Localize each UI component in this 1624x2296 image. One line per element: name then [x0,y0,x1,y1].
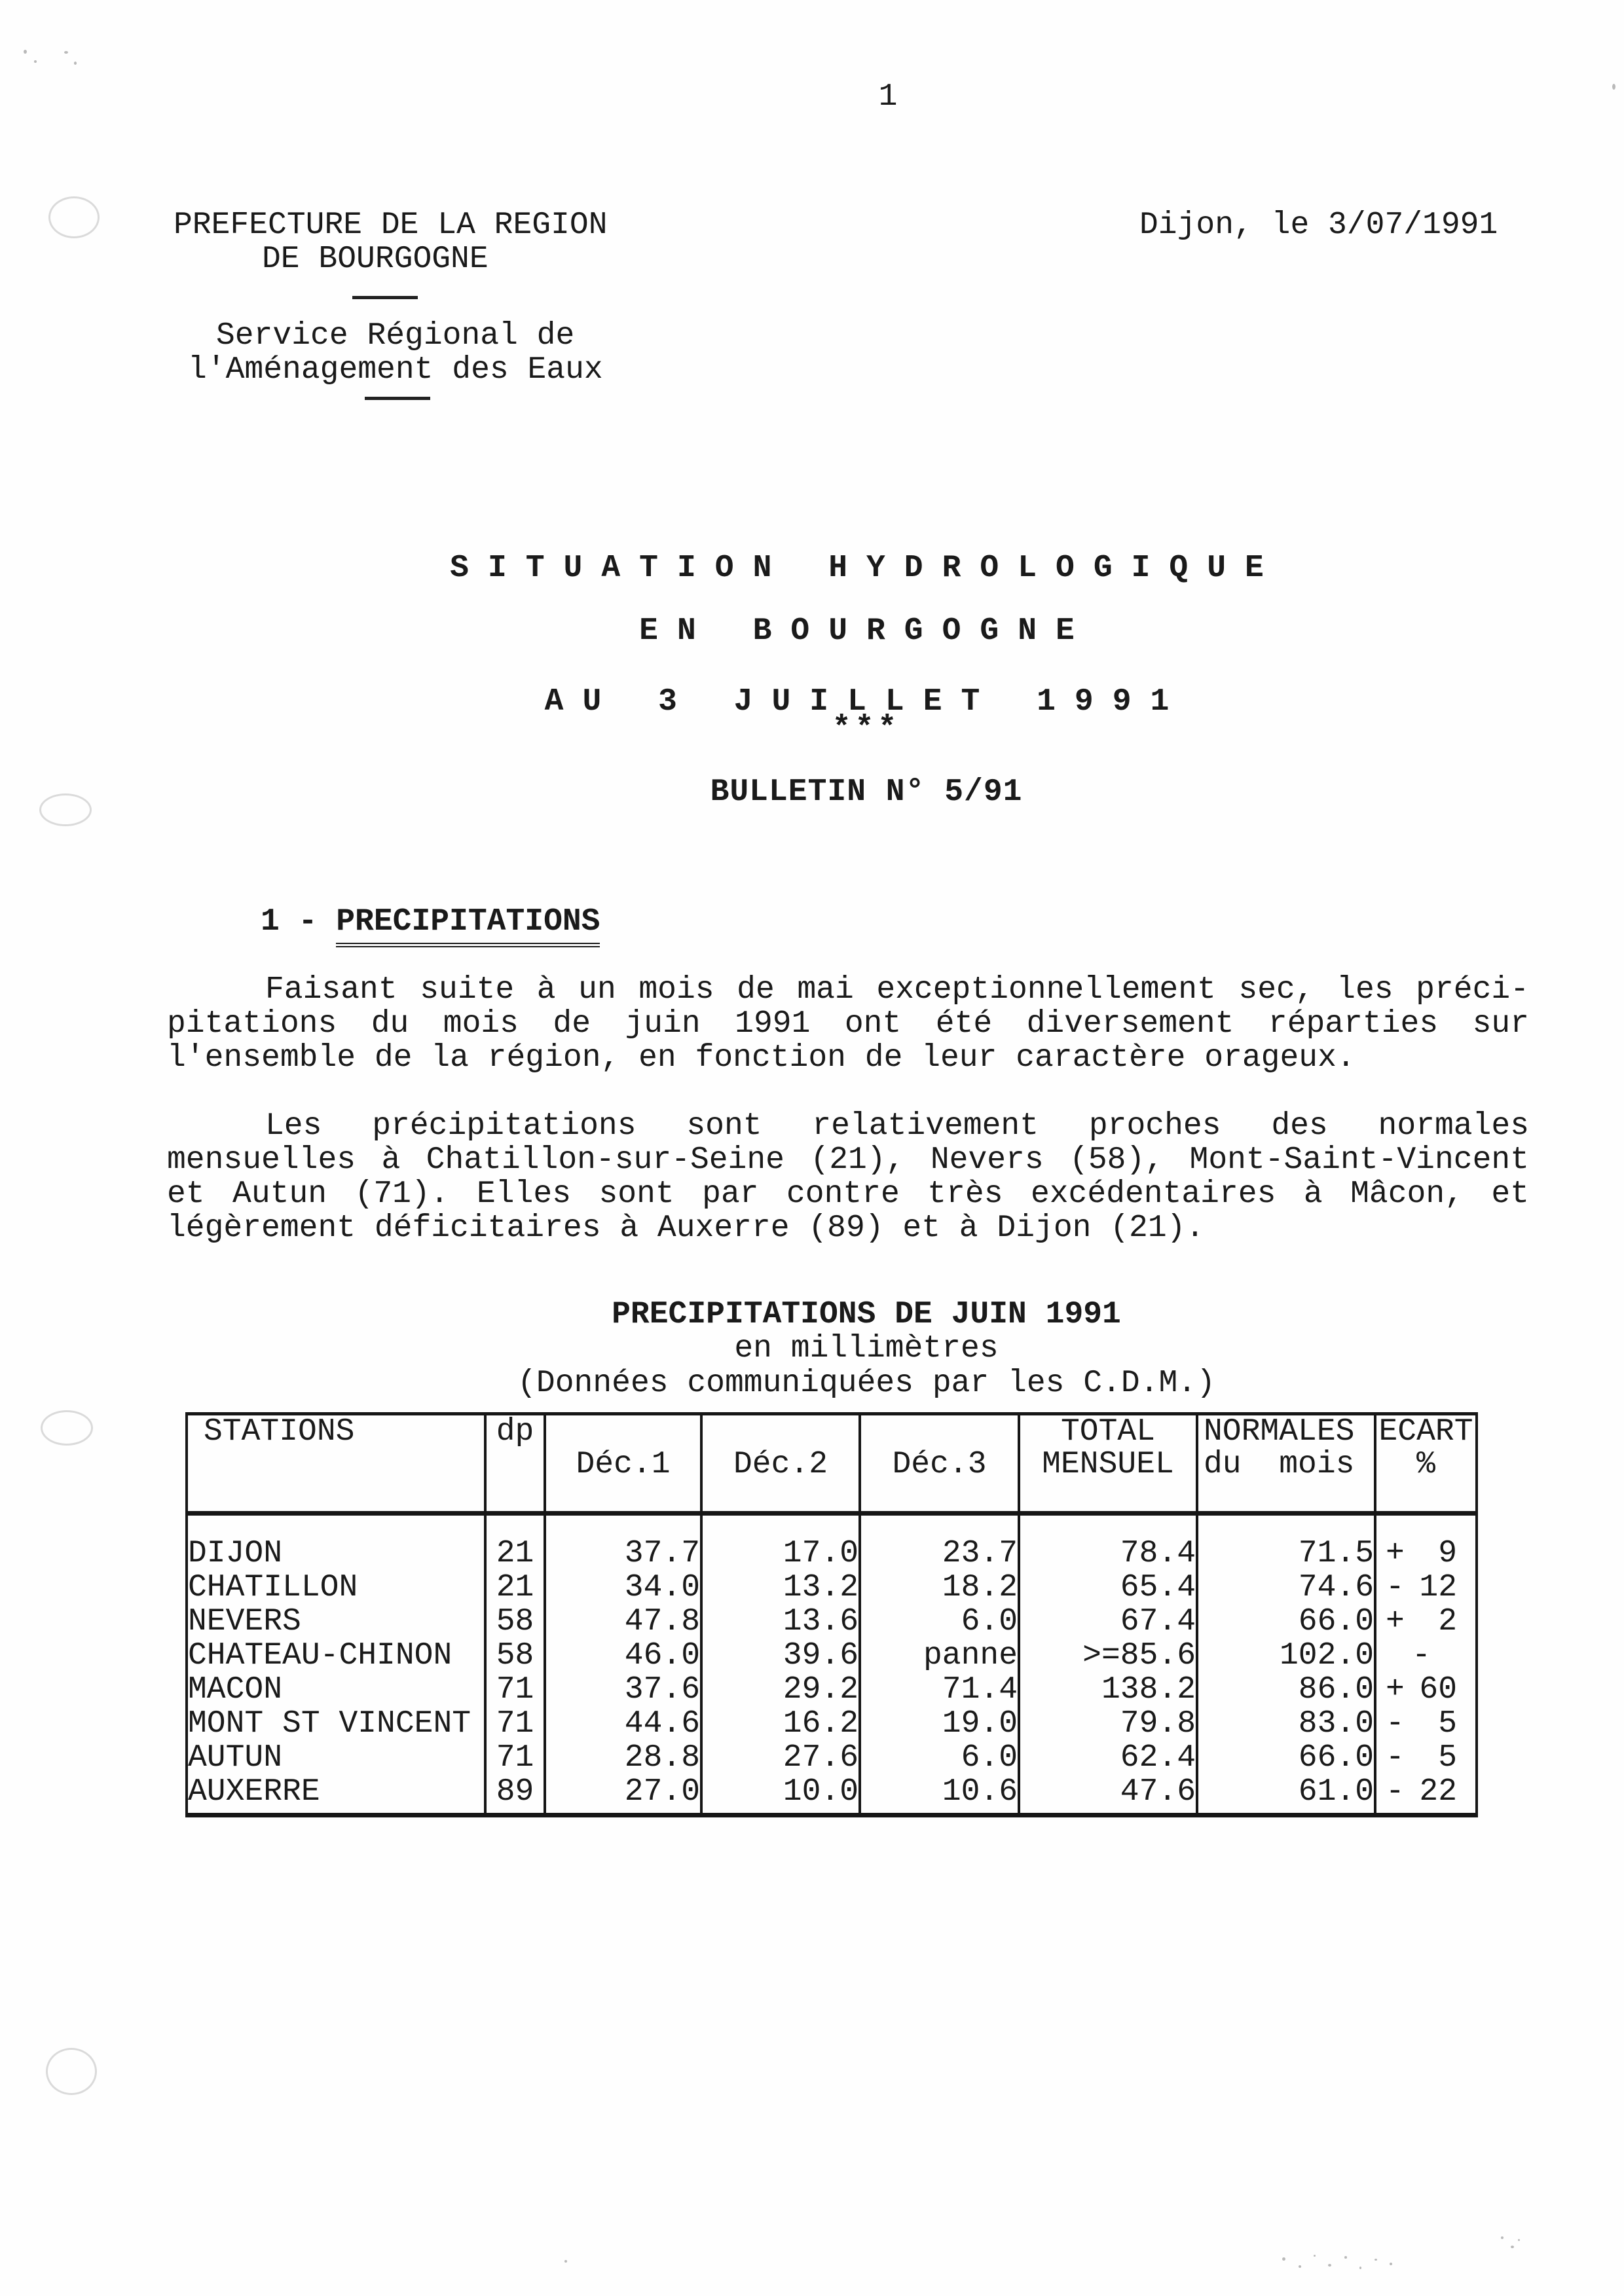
dec1-cell: 27.0 [545,1775,701,1809]
col-header-dec2: Déc.2 [701,1414,860,1514]
ecart-sign: - [1386,1774,1405,1810]
scan-speck [1359,2267,1361,2269]
scan-speck [74,62,77,65]
ecart-sign: - [1386,1570,1405,1605]
page-number: 1 [878,79,898,115]
ecart-sign: - [1386,1740,1405,1776]
paragraph-line: Les précipitations sont relativement proches des normales [265,1108,1529,1144]
ecart-sign: + [1386,1672,1405,1707]
table-row [187,1741,1477,1775]
ecart-value: 12 [1419,1570,1457,1605]
col-header-dec3: Déc.3 [860,1414,1019,1514]
normales-cell: 61.0 [1197,1775,1375,1809]
paragraph-line: et Autun (71). Elles sont par contre très excédentaires à Mâcon, et [167,1176,1529,1212]
normales-cell: 71.5 [1197,1537,1375,1571]
dateline: Dijon, le 3/07/1991 [1139,208,1498,243]
station-cell: CHATEAU-CHINON [187,1639,485,1673]
dp-cell: 71 [485,1673,545,1707]
scan-speck [1501,2236,1504,2239]
paragraph-line: Faisant suite à un mois de mai exceptionnellement sec, les préci- [265,972,1529,1008]
total-cell: 47.6 [1019,1775,1197,1809]
dec3-cell: 6.0 [860,1741,1019,1775]
scan-speck [1511,2246,1514,2248]
col-header-stations: STATIONS [187,1414,485,1514]
ecart-cell [1375,1775,1477,1809]
dec1-cell: 44.6 [545,1707,701,1741]
station-cell: MONT ST VINCENT [187,1707,485,1741]
ecart-value: 5 [1438,1740,1457,1776]
dec2-cell: 16.2 [701,1707,860,1741]
service-line2: l'Aménagement des Eaux [188,352,603,388]
station-cell: MACON [187,1673,485,1707]
col-header-dp: dp [485,1414,545,1514]
total-cell: 79.8 [1019,1707,1197,1741]
filler-row [187,1809,1477,1815]
ecart-sign: - [1386,1706,1405,1741]
dec2-cell: 27.6 [701,1741,860,1775]
ecart-cell [1375,1639,1477,1673]
org-name-line1: PREFECTURE DE LA REGION [174,208,608,243]
scan-speck [1328,2264,1331,2267]
normales-cell: 66.0 [1197,1605,1375,1639]
dp-cell: 58 [485,1639,545,1673]
scan-speck [564,2260,567,2263]
title-line1: SITUATION HYDROLOGIQUE [450,551,1283,586]
ecart-cell [1375,1741,1477,1775]
scan-speck [64,51,68,54]
scan-speck [1299,2265,1301,2268]
normales-cell: 66.0 [1197,1741,1375,1775]
station-cell: CHATILLON [187,1571,485,1605]
col-header-normales: NORMALES du mois [1197,1414,1375,1514]
dec3-cell: 10.6 [860,1775,1019,1809]
dec1-cell: 37.7 [545,1537,701,1571]
table-title [109,0,1624,1440]
paragraph-line: pitations du mois de juin 1991 ont été diversement réparties sur [167,1006,1529,1042]
dp-cell: 21 [485,1571,545,1605]
title-line3: AU 3 JUILLET 1991 [544,684,1189,720]
ecart-value: 9 [1438,1536,1457,1571]
table-row [187,1537,1477,1571]
col-header-total: TOTAL MENSUEL [1019,1414,1197,1514]
dec2-cell: 13.6 [701,1605,860,1639]
ecart-value: 22 [1419,1774,1457,1810]
dp-cell: 71 [485,1707,545,1741]
hole-punch [41,1410,93,1446]
dec3-cell: 23.7 [860,1537,1019,1571]
scan-speck [24,50,27,54]
ecart-cell [1375,1571,1477,1605]
total-cell: 78.4 [1019,1537,1197,1571]
table-title-line2: en millimètres [734,1331,999,1366]
ecart-value: 5 [1438,1706,1457,1741]
table-row [187,1571,1477,1605]
dec2-cell: 10.0 [701,1775,860,1809]
paragraph-line: légèrement déficitaires à Auxerre (89) et à Dijon (21). [167,1211,1205,1246]
ecart-value: 2 [1438,1604,1457,1639]
ecart-cell [1375,1537,1477,1571]
table-row [187,1775,1477,1809]
normales-cell: 74.6 [1197,1571,1375,1605]
ecart-sign: + [1386,1536,1405,1571]
ecart-sign: + [1386,1604,1405,1639]
station-cell: AUTUN [187,1741,485,1775]
table-title-line3: (Données communiquées par les C.D.M.) [517,1366,1215,1401]
hole-punch [48,196,100,238]
normales-cell: 83.0 [1197,1707,1375,1741]
service-line1: Service Régional de [216,318,575,354]
total-cell: 138.2 [1019,1673,1197,1707]
ecart-cell [1375,1707,1477,1741]
total-cell: 62.4 [1019,1741,1197,1775]
dec1-cell: 46.0 [545,1639,701,1673]
dp-cell: 71 [485,1741,545,1775]
dec3-cell: 6.0 [860,1605,1019,1639]
table-row [187,1673,1477,1707]
title-line2: EN BOURGOGNE [639,613,1094,649]
ecart-value: - [1412,1638,1431,1673]
station-cell: NEVERS [187,1605,485,1639]
hole-punch [39,793,92,826]
dec3-cell: panne [860,1639,1019,1673]
paragraph-line: mensuelles à Chatillon-sur-Seine (21), Nevers (58), Mont-Saint-Vincent [167,1142,1529,1178]
table-row [187,1605,1477,1639]
dec3-cell: 18.2 [860,1571,1019,1605]
hole-punch [46,2048,97,2095]
dec1-cell: 28.8 [545,1741,701,1775]
title-stars: *** [832,711,901,746]
dp-cell: 89 [485,1775,545,1809]
dp-cell: 21 [485,1537,545,1571]
total-cell: 65.4 [1019,1571,1197,1605]
normales-cell: 86.0 [1197,1673,1375,1707]
dec2-cell: 17.0 [701,1537,860,1571]
org-name-line2: DE BOURGOGNE [262,242,489,277]
scan-speck [1518,2239,1520,2241]
table-header-row [187,1414,1477,1514]
table-title-line1: PRECIPITATIONS DE JUIN 1991 [612,1297,1121,1332]
dec1-cell: 37.6 [545,1673,701,1707]
dec1-cell: 34.0 [545,1571,701,1605]
scan-speck [34,60,37,63]
table-row [187,1707,1477,1741]
dec3-cell: 19.0 [860,1707,1019,1741]
dp-cell: 58 [485,1605,545,1639]
ecart-cell [1375,1673,1477,1707]
section-number: 1 - [261,904,337,939]
scan-speck [1375,2259,1377,2261]
dec1-cell: 47.8 [545,1605,701,1639]
scan-speck [1282,2257,1285,2261]
precipitation-table [185,1412,1478,1817]
ecart-value: 60 [1419,1672,1457,1707]
dec3-cell: 71.4 [860,1673,1019,1707]
dec2-cell: 13.2 [701,1571,860,1605]
col-header-dec1: Déc.1 [545,1414,701,1514]
station-cell: DIJON [187,1537,485,1571]
dec2-cell: 39.6 [701,1639,860,1673]
ecart-cell [1375,1605,1477,1639]
section-heading-text: PRECIPITATIONS [336,904,600,947]
total-cell: 67.4 [1019,1605,1197,1639]
dec2-cell: 29.2 [701,1673,860,1707]
total-cell: >=85.6 [1019,1639,1197,1673]
col-header-ecart: ECART % [1375,1414,1477,1514]
normales-cell: 102.0 [1197,1639,1375,1673]
station-cell: AUXERRE [187,1775,485,1809]
scan-speck [1344,2256,1347,2259]
spacer-row [187,1514,1477,1537]
scan-speck [1390,2263,1392,2265]
paragraph-line: l'ensemble de la région, en fonction de leur caractère orageux. [167,1040,1356,1076]
table-row [187,1639,1477,1673]
scan-speck [1314,2255,1316,2257]
bulletin-number: BULLETIN N° 5/91 [710,774,1023,810]
